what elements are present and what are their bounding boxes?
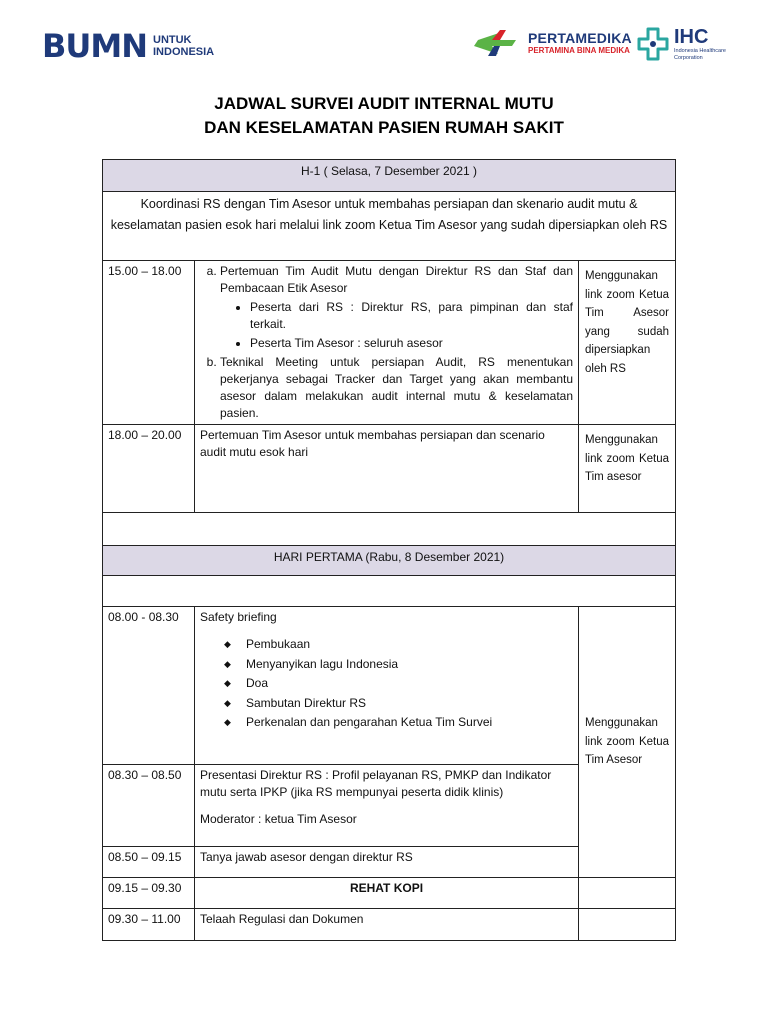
activity-list [200, 263, 573, 422]
pertamedika-name: PERTAMEDIKA [528, 30, 632, 46]
participant-list [220, 299, 573, 352]
h1-band: H-1 ( Selasa, 7 Desember 2021 ) [103, 160, 676, 192]
list-item: ◆ Sambutan Direktur RS [200, 695, 573, 712]
activity-cell [195, 607, 579, 765]
table-row [103, 909, 676, 941]
pertamedika-subtitle: PERTAMINA BINA MEDIKA [528, 46, 630, 55]
moderator-text: Moderator : ketua Tim Asesor [200, 812, 357, 826]
list-item: ◆ Menyanyikan lagu Indonesia [200, 656, 573, 673]
note-cell: Menggunakan link zoom Ketua Tim asesor [579, 425, 676, 513]
h1-band-row [103, 160, 676, 192]
note-cell: Menggunakan link zoom Ketua Tim Asesor yang sudah dipersiapkan oleh RS [579, 261, 676, 425]
pertamedika-cross-icon [472, 28, 522, 58]
bumn-logo [42, 27, 215, 65]
time-cell: 09.15 – 09.30 [103, 878, 195, 909]
ihc-name: IHC [674, 26, 709, 48]
time-cell: 08.00 - 08.30 [103, 607, 195, 765]
note-cell [579, 878, 676, 909]
table-row [103, 425, 676, 513]
title-line-1: JADWAL SURVEI AUDIT INTERNAL MUTU [214, 94, 554, 113]
activity-cell: Pertemuan Tim Asesor untuk membahas persiapan dan scenario audit mutu esok hari [195, 425, 579, 513]
schedule-table [102, 159, 676, 941]
briefing-list [200, 636, 573, 731]
list-item: a. Pertemuan Tim Audit Mutu dengan Direktur RS dan Staf dan Pembacaan Etik Asesor • Peserta dari RS : Direktur RS, para pimpinan dan staf terkait. • Peserta Tim Asesor : seluruh asesor [220, 263, 573, 352]
day1-band: HARI PERTAMA (Rabu, 8 Desember 2021) [103, 546, 676, 576]
time-cell: 08.50 – 09.15 [103, 847, 195, 878]
table-row [103, 261, 676, 425]
time-cell: 15.00 – 18.00 [103, 261, 195, 425]
h1-intro: Koordinasi RS dengan Tim Asesor untuk membahas persiapan dan skenario audit mutu & keselamatan pasien esok hari melalui link zoom Ketua Tim Asesor yang sudah dipersiapkan oleh RS [103, 192, 676, 261]
ihc-subtitle: Indonesia Healthcare Corporation [674, 48, 726, 61]
ihc-cross-icon [636, 26, 670, 62]
activity-cell: Tanya jawab asesor dengan direktur RS [195, 847, 579, 878]
list-item: ◆ Pembukaan [200, 636, 573, 653]
list-item: ◆ Doa [200, 675, 573, 692]
time-cell: 18.00 – 20.00 [103, 425, 195, 513]
title-line-2: DAN KESELAMATAN PASIEN RUMAH SAKIT [204, 118, 564, 137]
h1-intro-row [103, 192, 676, 261]
activity-cell: Presentasi Direktur RS : Profil pelayanan RS, PMKP dan Indikator mutu serta IPKP (jika RS mempunyai peserta didik klinis) Moderator : ketua Tim Asesor [195, 765, 579, 847]
list-item: • Peserta dari RS : Direktur RS, para pimpinan dan staf terkait. [250, 299, 573, 333]
blank-row [103, 513, 676, 546]
activity-cell: REHAT KOPI [195, 878, 579, 909]
list-item: • Peserta Tim Asesor : seluruh asesor [250, 335, 573, 352]
time-cell: 09.30 – 11.00 [103, 909, 195, 941]
list-item: b. Teknikal Meeting untuk persiapan Audit, RS menentukan pekerjanya sebagai Tracker dan Target yang akan membantu asesor dalam melakukan audit internal mutu & keselamatan pasien. [220, 354, 573, 422]
list-item: ◆ Perkenalan dan pengarahan Ketua Tim Survei [200, 714, 573, 731]
note-cell: Menggunakan link zoom Ketua Tim Asesor [579, 607, 676, 878]
table-row [103, 878, 676, 909]
table-row [103, 607, 676, 765]
blank-row [103, 576, 676, 607]
pertamedika-logo [472, 28, 632, 58]
activity-heading: Safety briefing [200, 610, 277, 624]
bumn-logo-tagline: UNTUK INDONESIA [153, 34, 215, 58]
bumn-logo-word: BUMN [42, 27, 147, 65]
document-title [0, 92, 768, 140]
activity-cell [195, 261, 579, 425]
ihc-logo [636, 26, 744, 62]
note-cell [579, 909, 676, 941]
time-cell: 08.30 – 08.50 [103, 765, 195, 847]
day1-band-row [103, 546, 676, 576]
activity-cell: Telaah Regulasi dan Dokumen [195, 909, 579, 941]
